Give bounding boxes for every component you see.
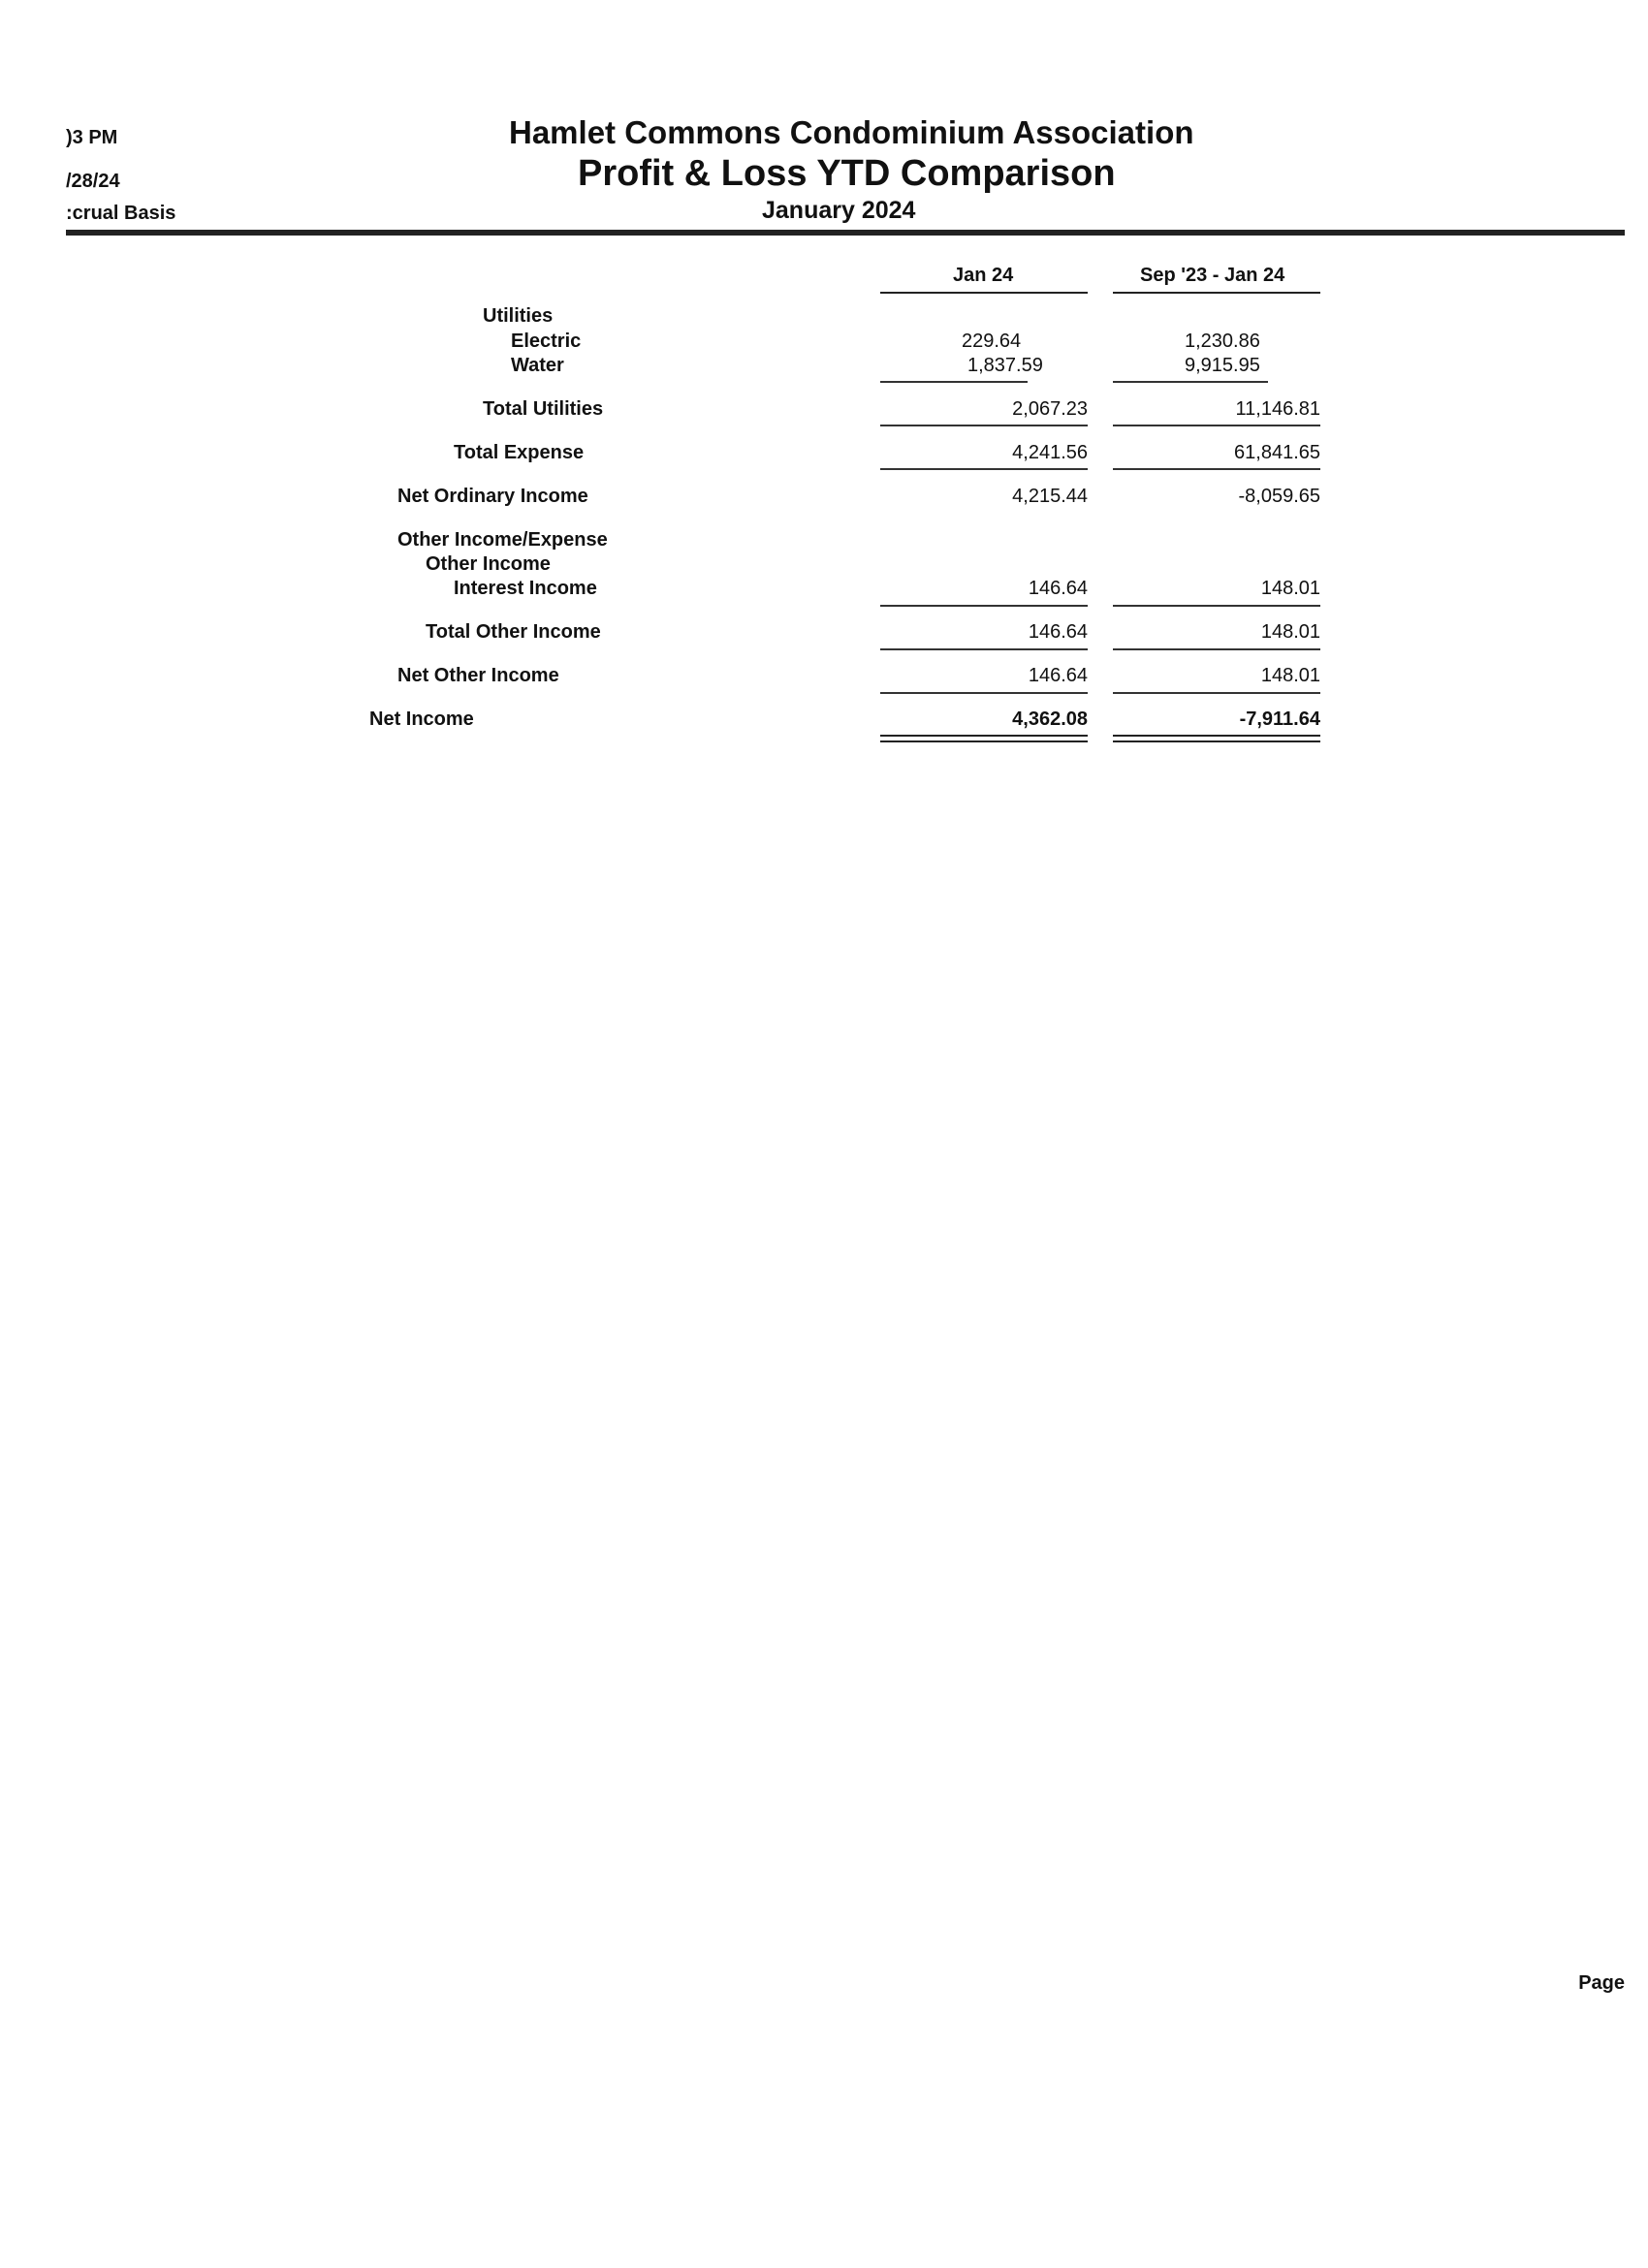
company-name: Hamlet Commons Condominium Association [509,114,1194,150]
row-label-net-ordinary-income: Net Ordinary Income [397,486,588,507]
row-label-water: Water [511,355,564,376]
value-total-expense-jan24: 4,241.56 [1012,442,1088,463]
underline-water-jan24 [880,381,1028,383]
underline-total-other-income-jan24 [880,648,1088,650]
underline-total-utilities-jan24 [880,425,1088,426]
row-label-interest-income: Interest Income [454,578,597,599]
row-label-total-other-income: Total Other Income [426,621,601,643]
report-title: Profit & Loss YTD Comparison [578,153,1116,194]
value-total-other-income-jan24: 146.64 [1028,621,1088,643]
underline-interest-income-ytd [1113,605,1320,607]
page-label: Page [1578,1972,1625,1994]
row-label-other-income: Other Income [426,553,551,575]
value-water-jan24: 1,837.59 [967,355,1043,376]
row-label-net-income: Net Income [369,709,474,730]
underline-interest-income-jan24 [880,605,1088,607]
value-total-other-income-ytd: 148.01 [1260,621,1320,643]
double-underline-net-income-ytd [1113,735,1320,742]
underline-net-other-income-jan24 [880,692,1088,694]
underline-total-expense-ytd [1113,468,1320,470]
value-interest-income-jan24: 146.64 [1028,578,1088,599]
value-net-other-income-ytd: 148.01 [1260,665,1320,686]
underline-total-expense-jan24 [880,468,1088,470]
header-rule [66,230,1625,236]
value-total-expense-ytd: 61,841.65 [1234,442,1320,463]
value-net-income-jan24: 4,362.08 [1012,709,1088,730]
value-net-ordinary-income-jan24: 4,215.44 [1012,486,1088,507]
row-label-electric: Electric [511,331,582,352]
value-electric-jan24: 229.64 [962,331,1022,352]
value-net-ordinary-income-ytd: -8,059.65 [1238,486,1320,507]
double-underline-net-income-jan24 [880,735,1088,742]
value-net-other-income-jan24: 146.64 [1028,665,1088,686]
underline-total-other-income-ytd [1113,648,1320,650]
column-header-jan24: Jan 24 [953,265,1014,286]
row-label-utilities: Utilities [483,305,554,327]
value-water-ytd: 9,915.95 [1185,355,1260,376]
report-time: )3 PM [66,127,118,148]
row-label-net-other-income: Net Other Income [397,665,559,686]
row-label-total-utilities: Total Utilities [483,398,604,420]
row-label-other-income-expense: Other Income/Expense [397,529,608,551]
report-basis: :crual Basis [66,203,176,224]
underline-total-utilities-ytd [1113,425,1320,426]
column-header-underline-1 [880,292,1088,294]
value-net-income-ytd: -7,911.64 [1239,709,1320,730]
column-header-ytd: Sep '23 - Jan 24 [1140,265,1285,286]
value-interest-income-ytd: 148.01 [1260,578,1320,599]
underline-net-other-income-ytd [1113,692,1320,694]
value-total-utilities-ytd: 11,146.81 [1235,398,1320,420]
value-total-utilities-jan24: 2,067.23 [1012,398,1088,420]
row-label-total-expense: Total Expense [454,442,585,463]
column-header-underline-2 [1113,292,1320,294]
report-period: January 2024 [762,197,916,224]
report-date: /28/24 [66,171,120,192]
underline-water-ytd [1113,381,1268,383]
value-electric-ytd: 1,230.86 [1185,331,1260,352]
